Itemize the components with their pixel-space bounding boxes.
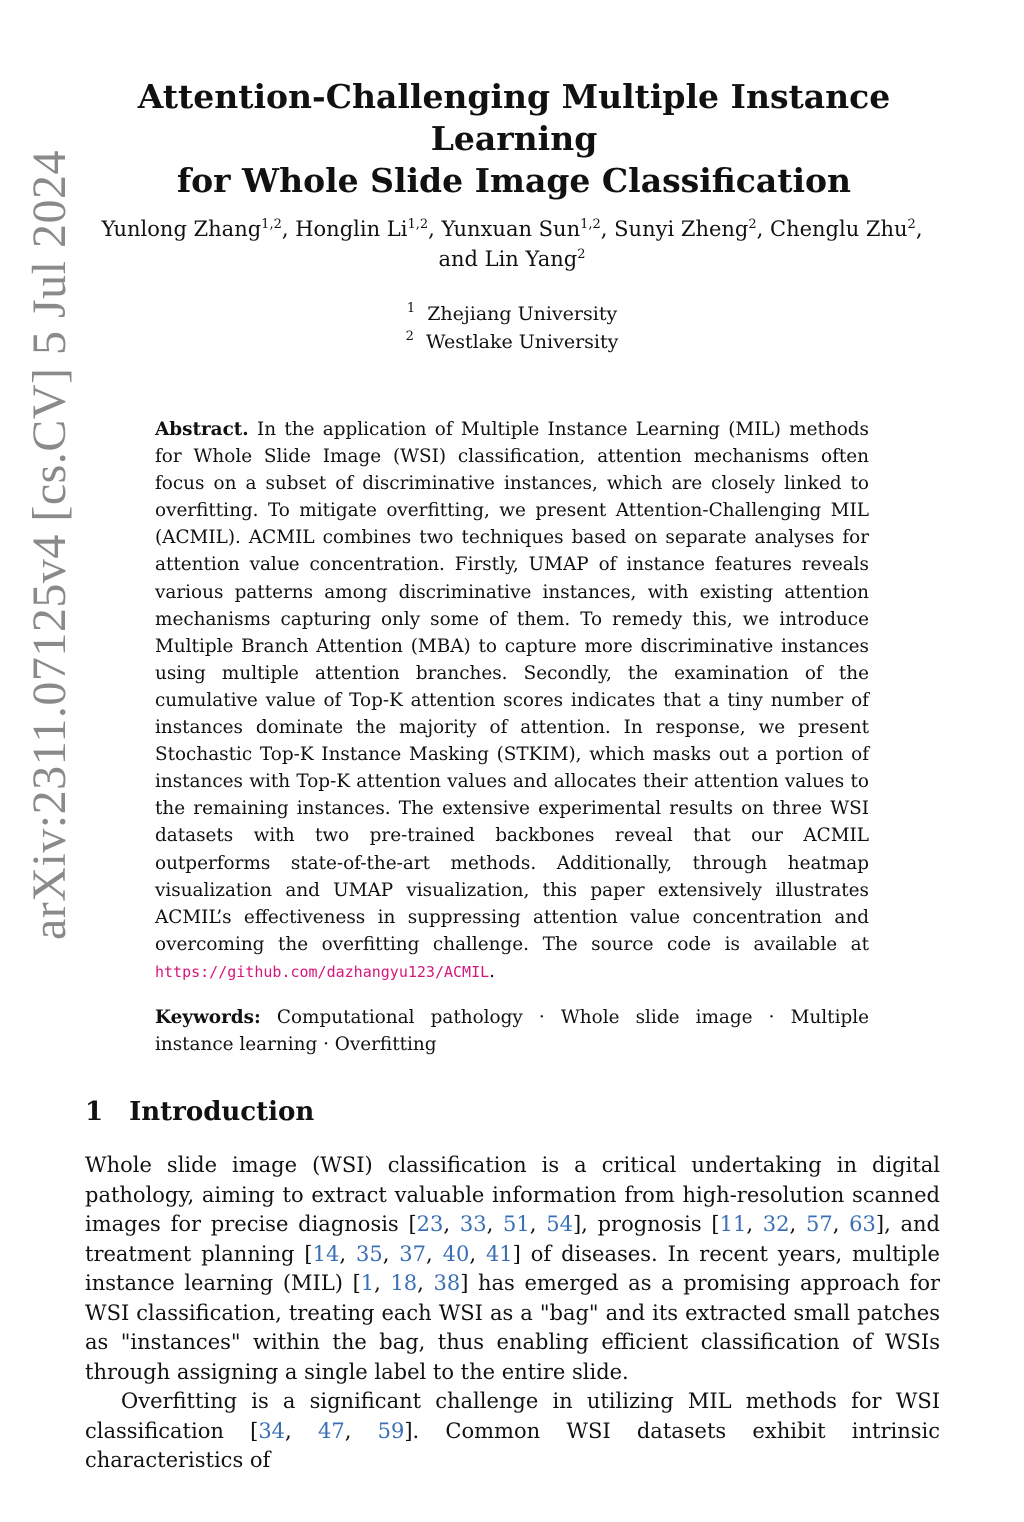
author-affiliation-mark: 2 xyxy=(748,217,757,232)
source-code-link[interactable]: https://github.com/dazhangyu123/ACMIL xyxy=(155,962,490,981)
citation-link[interactable]: 1 xyxy=(360,1271,375,1295)
citation-link[interactable]: 47 xyxy=(317,1418,345,1443)
affiliation: $^2$ Westlake University xyxy=(405,329,619,353)
citation-link[interactable]: 57 xyxy=(805,1212,833,1236)
author-name: Yunlong Zhang xyxy=(101,217,262,241)
section-number: 1 xyxy=(85,1097,104,1127)
section-heading-introduction xyxy=(85,1094,314,1130)
citation-link[interactable]: 18 xyxy=(390,1271,418,1295)
author-affiliation-mark: 2 xyxy=(907,217,916,232)
citation-link[interactable]: 11 xyxy=(719,1212,747,1236)
citation-link[interactable]: 63 xyxy=(849,1212,876,1236)
author-name: Lin Yang xyxy=(484,247,578,271)
citation-link[interactable]: 23 xyxy=(416,1212,444,1236)
author-affiliation-mark: 1,2 xyxy=(580,217,601,232)
author-affiliation-mark: 2 xyxy=(577,247,586,262)
title-line-1: Attention-Challenging Multiple Instance Learning xyxy=(137,77,891,158)
paper-title xyxy=(84,76,944,202)
citation-link[interactable]: 32 xyxy=(762,1212,790,1236)
author-name: Chenglu Zhu xyxy=(770,217,908,241)
author-affiliation-mark: 1,2 xyxy=(407,217,429,232)
keywords xyxy=(155,1004,869,1058)
affiliation-list xyxy=(300,300,724,356)
author-name: Honglin Li xyxy=(295,217,408,241)
abstract: Abstract. In the application of Multiple Instance Learning (MIL) methods for Whole Slide Image (WSI) classification, attention mechanisms often focus on a subset of discriminative instances, which are closely linked to overfitting. To mitigate overfitting, we present Attention-Challenging MIL (ACMIL). ACMIL combines two techniques based on separate analyses for attention value concentration. Firstly, UMAP of instance features reveals various patterns among discriminative instances, with existing attention mechanisms capturing only some of them. To remedy this, we introduce Multiple Branch Attention (MBA) to capture more discriminative instances using multiple attention branches. Secondly, the examination of the cumulative value of Top-K attention scores indicates that a tiny number of instances dominate the majority of attention. In response, we present Stochastic Top-K Instance Masking (STKIM), which masks out a portion of instances with Top-K attention values and allocates their attention values to the remaining instances. The extensive experimental results on three WSI datasets with two pre-trained backbones reveal that our ACMIL outperforms state-of-the-art methods. Additionally, through heatmap visualization and UMAP visualization, this paper extensively illustrates ACMIL’s effectiveness in suppressing attention value concentration and overcoming the overfitting challenge. The source code is available at https://github.com/dazhangyu123/ACMIL. xyxy=(155,419,869,982)
citation-link[interactable]: 51 xyxy=(503,1212,530,1236)
citation-link[interactable]: 35 xyxy=(355,1241,383,1266)
arxiv-identifier: arXiv:2311.07125v4 [cs.CV] 5 Jul 2024 xyxy=(23,150,76,940)
section-title: Introduction xyxy=(129,1097,315,1127)
author-name: Yunxuan Sun xyxy=(441,217,581,241)
author-list: Yunlong Zhang$^{1,2}$, Honglin Li$^{1,2}$, Yunxuan Sun$^{1,2}$, Sunyi Zheng$^2$, Chenglu Zhu$^2$, and Lin Yang$^2$ xyxy=(101,217,923,271)
abstract-label: Abstract. xyxy=(155,419,249,440)
intro-paragraph-2: Overfitting is a significant challenge in utilizing MIL methods for WSI classification [34, 47, 59]. Common WSI datasets exhibit intrinsic characteristics of xyxy=(85,1389,940,1472)
author-affiliation-mark: 1,2 xyxy=(261,217,282,232)
abstract-text: In the application of Multiple Instance Learning (MIL) methods for Whole Slide Image (WSI) classification, attention mechanisms often focus on a subset of discriminative instances, which are closely linked to overfitting. To mitigate overfitting, we present Attention-Challenging MIL (ACMIL). ACMIL combines two techniques based on separate analyses for attention value concentration. Firstly, UMAP of instance features reveals various patterns among discriminative instances, with existing attention mechanisms capturing only some of them. To remedy this, we introduce Multiple Branch Attention (MBA) to capture more discriminative instances using multiple attention branches. Secondly, the examination of the cumulative value of Top-K attention scores indicates that a tiny number of instances dominate the majority of attention. In response, we present Stochastic Top-K Instance Masking (STKIM), which masks out a portion of instances with Top-K attention values and allocates their attention values to the remaining instances. The extensive experimental results on three WSI datasets with two pre-trained backbones reveal that our ACMIL outperforms state-of-the-art methods. Additionally, through heatmap visualization and UMAP visualization, this paper extensively illustrates ACMIL’s effectiveness in suppressing attention value concentration and overcoming the overfitting challenge. The source code is available at xyxy=(155,419,869,955)
citation-link[interactable]: 38 xyxy=(433,1271,461,1295)
author-name: Sunyi Zheng xyxy=(614,217,749,241)
title-line-2: for Whole Slide Image Classification xyxy=(176,161,852,200)
citation-link[interactable]: 33 xyxy=(459,1212,487,1236)
citation-link[interactable]: 41 xyxy=(485,1241,513,1266)
intro-paragraph-1: Whole slide image (WSI) classification is a critical undertaking in digital pathology, aiming to extract valuable information from high-resolution scanned images for precise diagnosis [23, 33, 51, 54], prognosis [11, 32, 57, 63], and treatment planning [14, 35, 37, 40, 41] of diseases. In recent years, multiple instance learning (MIL) [1, 18, 38] has emerged as a promising approach for WSI classification, treating each WSI as a "bag" and its extracted small patches as "instances" within the bag, thus enabling efficient classification of WSIs through assigning a single label to the entire slide. xyxy=(85,1153,940,1384)
citation-link[interactable]: 40 xyxy=(442,1241,470,1266)
citation-link[interactable]: 34 xyxy=(258,1418,286,1443)
keywords-text: Computational pathology · Whole slide image · Multiple instance learning · Overfitting xyxy=(155,1007,869,1055)
citation-link[interactable]: 37 xyxy=(399,1241,427,1266)
citation-link[interactable]: 54 xyxy=(546,1212,573,1236)
citation-link[interactable]: 14 xyxy=(312,1241,340,1266)
affiliation: $^1$ Zhejiang University xyxy=(406,301,618,325)
keywords-label: Keywords: xyxy=(155,1007,261,1028)
citation-link[interactable]: 59 xyxy=(377,1418,405,1443)
